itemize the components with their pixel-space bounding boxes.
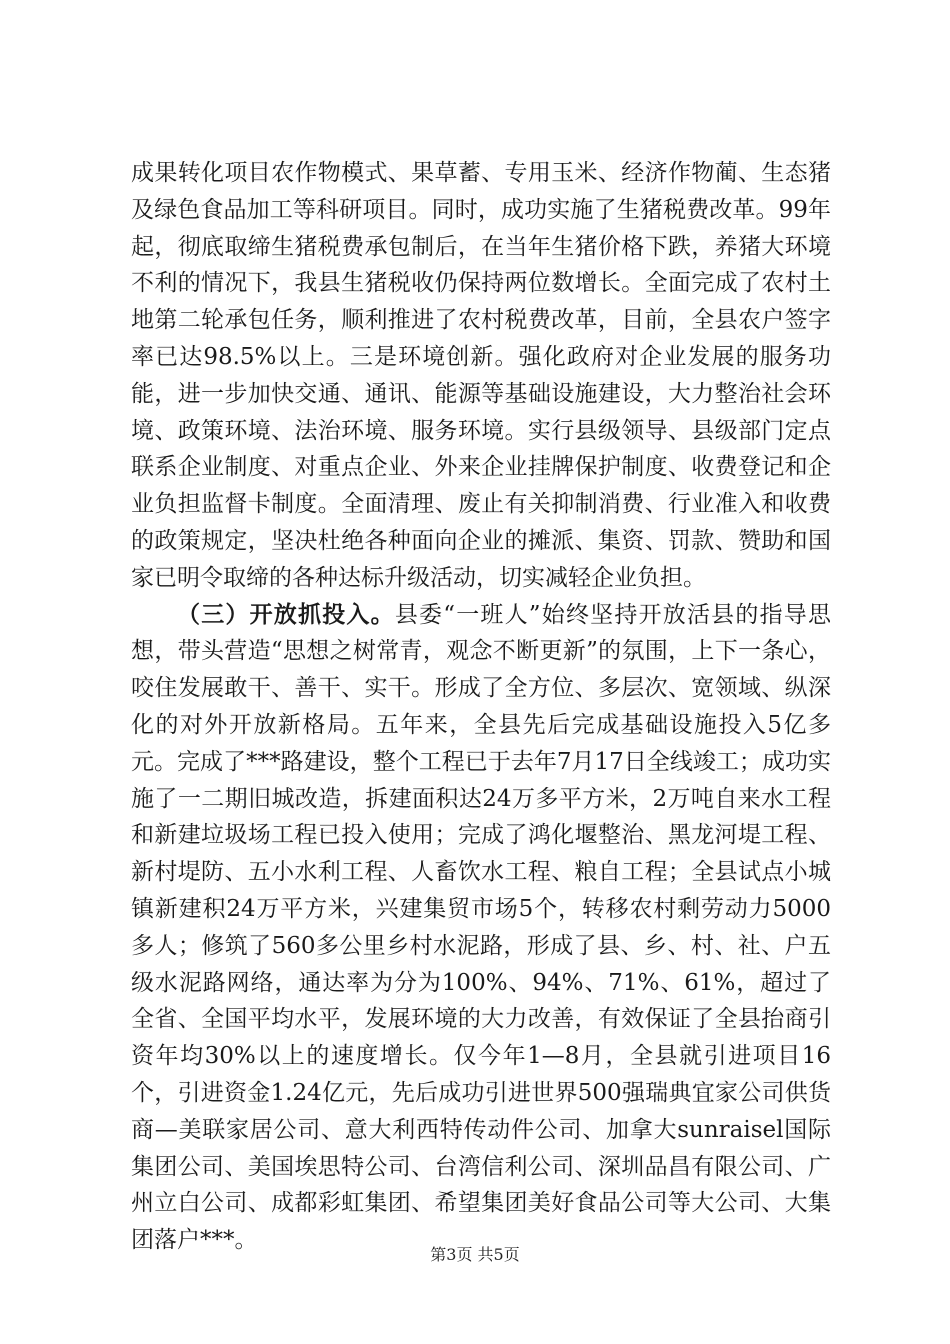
section-heading: （三）开放抓投入。 [177, 600, 395, 628]
paragraph-text: 县委“一班人”始终坚持开放活县的指导思想，带头营造“思想之树常青，观念不断更新”的氛围，上下一条心，咬住发展敢干、善干、实干。形成了全方位、多层次、宽领域、纵深化的对外开放新格局。五年来，全县先后完成基础设施投入5亿多元。完成了***路建设，整个工程已于去年7月17日全线竣工；成功实施了一二期旧城改造，拆建面积达24万多平方米，2万吨自来水工程和新建垃圾场工程已投入使用；完成了鸿化堰整治、黑龙河堤工程、新村堤防、五小水利工程、人畜饮水工程、粮自工程；全县试点小城镇新建积24万平方米，兴建集贸市场5个，转移农村剩劳动力5000多人；修筑了560多公里乡村水泥路，形成了县、乡、村、社、户五级水泥路网络，通达率为分为100%、94%、71%、61%，超过了全省、全国平均水平，发展环境的大力改善，有效保证了全县抬商引资年均30%以上的速度增长。仅今年1—8月，全县就引进项目16个，引进资金1.24亿元，先后成功引进世界500强瑞典宜家公司供货商—美联家居公司、意大利西特传动件公司、加拿大sunraisel国际集团公司、美国埃思特公司、台湾信利公司、深圳品昌有限公司、广州立白公司、成都彩虹集团、希望集团美好食品公司等大公司、大集团落户***。 [131, 601, 831, 1254]
paragraph-continuation [131, 155, 831, 597]
page-footer: 第3页 共5页 [430, 1245, 520, 1264]
paragraph-open-investment [131, 597, 831, 1259]
paragraph-text: 成果转化项目农作物模式、果草蓄、专用玉米、经济作物蔺、生态猪及绿色食品加工等科研项目。同时，成功实施了生猪税费改革。99年起，彻底取缔生猪税费承包制后，在当年生猪价格下跌，养猪大环境不利的情况下，我县生猪税收仍保持两位数增长。全面完成了农村土地第二轮承包任务，顺利推进了农村税费改革，目前，全县农户签字率已达98.5%以上。三是环境创新。强化政府对企业发展的服务功能，进一步加快交通、通讯、能源等基础设施建设，大力整治社会环境、政策环境、法治环境、服务环境。实行县级领导、县级部门定点联系企业制度、对重点企业、外来企业挂牌保护制度、收费登记和企业负担监督卡制度。全面清理、废止有关抑制消费、行业准入和收费的政策规定，坚决杜绝各种面向企业的摊派、集资、罚款、赞助和国家已明令取缔的各种达标升级活动，切实减轻企业负担。 [131, 160, 831, 591]
document-body [131, 155, 831, 1259]
